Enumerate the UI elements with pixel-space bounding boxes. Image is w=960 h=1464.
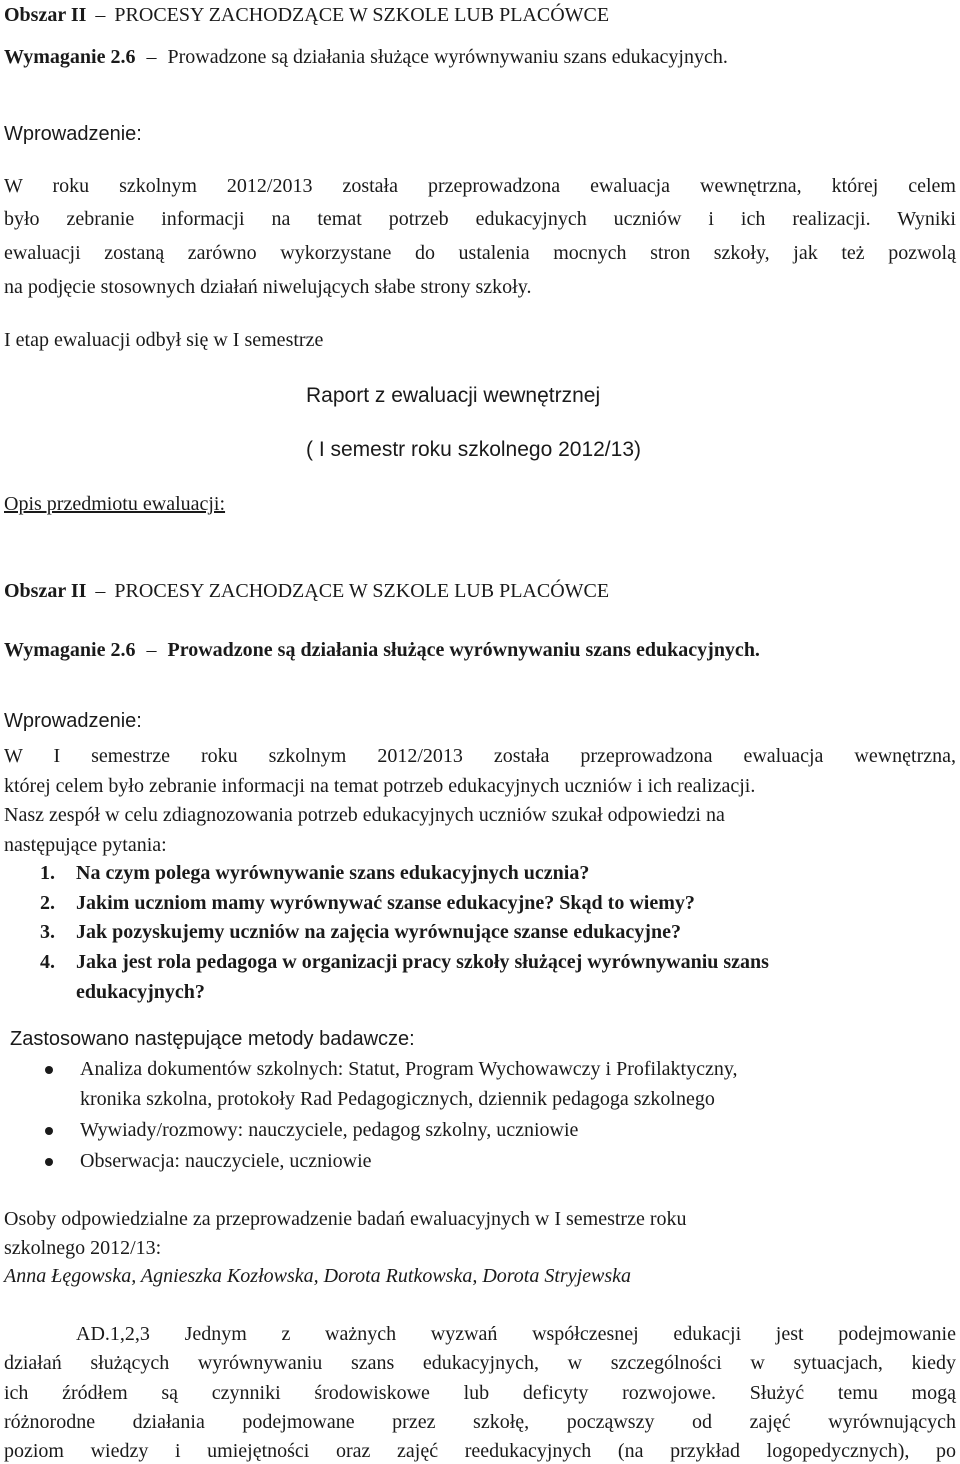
report-title: Raport z ewaluacji wewnętrznej [306,384,601,407]
area-title: PROCESY ZACHODZĄCE W SZKOLE LUB PLACÓWCE [114,4,610,26]
area-title: PROCESY ZACHODZĄCE W SZKOLE LUB PLACÓWCE [114,580,610,602]
requirement-label: Wymaganie 2.6 [4,46,136,68]
report-subtitle: ( I semestr roku szkolnego 2012/13) [306,438,641,461]
analysis-line: ich źródłem są czynniki środowiskowe lub deficyty rozwojowe. Służyć temu mogą [4,1382,956,1404]
analysis-line: różnorodne działania podejmowane przez szkołę, począwszy od zajęć wyrównujących [4,1411,956,1433]
intro-heading-2: Wprowadzenie: [4,710,142,732]
dash: – [95,580,106,602]
question-item [40,922,681,942]
bullet-icon [45,1127,53,1135]
stage-text: I etap ewaluacji odbył się w I semestrze [4,329,324,351]
requirement-1 [4,47,728,67]
question-number: 1. [40,862,55,884]
method-item: Analiza dokumentów szkolnych: Statut, Program Wychowawczy i Profilaktyczny, [80,1058,738,1080]
area-heading-2 [4,581,609,601]
question-text: Jaka jest rola pedagoga w organizacji pracy szkoły służącej wyrównywaniu szans [76,951,769,973]
question-item [40,863,589,883]
responsible-names: Anna Łęgowska, Agnieszka Kozłowska, Dorota Rutkowska, Dorota Stryjewska [4,1265,632,1287]
responsible-line: Osoby odpowiedzialne za przeprowadzenie badań ewaluacyjnych w I semestrze roku [4,1208,687,1230]
question-text: Jakim uczniom mamy wyrównywać szanse edukacyjne? Skąd to wiemy? [76,892,695,914]
requirement-title: Prowadzone są działania służące wyrównywaniu szans edukacyjnych. [167,46,728,68]
intro-line: W roku szkolnym 2012/2013 została przeprowadzona ewaluacja wewnętrzna, której celem [4,175,956,197]
question-item [40,952,769,972]
dash: – [146,46,157,68]
dash: – [146,639,157,661]
intro-line: W I semestrze roku szkolnym 2012/2013 została przeprowadzona ewaluacja wewnętrzna, [4,745,956,767]
area-label: Obszar II [4,4,87,26]
question-text: Jak pozyskujemy uczniów na zajęcia wyrównujące szanse edukacyjne? [76,921,681,943]
intro-line: następujące pytania: [4,834,167,856]
question-number: 2. [40,892,55,914]
method-item: Wywiady/rozmowy: nauczyciele, pedagog szkolny, uczniowie [80,1119,579,1141]
dash: – [95,4,106,26]
analysis-line: działań służących wyrównywaniu szans edukacyjnych, w szczególności w sytuacjach, kiedy [4,1352,956,1374]
requirement-title: Prowadzone są działania służące wyrównywaniu szans edukacyjnych. [167,639,760,661]
question-continuation: edukacyjnych? [76,981,205,1003]
responsible-line: szkolnego 2012/13: [4,1237,162,1259]
intro-line: której celem było zebranie informacji na temat potrzeb edukacyjnych uczniów i ich realizacji. [4,775,756,797]
method-item-continuation: kronika szkolna, protokoły Rad Pedagogicznych, dziennik pedagoga szkolnego [80,1088,715,1110]
analysis-line: poziom wiedzy i umiejętności oraz zajęć reedukacyjnych (na przykład logopedycznych), po [4,1440,956,1462]
area-label: Obszar II [4,580,87,602]
intro-line: na podjęcie stosownych działań niwelujących słabe strony szkoły. [4,276,532,298]
intro-line: było zebranie informacji na temat potrzeb edukacyjnych uczniów i ich realizacji. Wyniki [4,208,956,230]
question-item [40,893,695,913]
question-number: 3. [40,921,55,943]
question-number: 4. [40,951,55,973]
intro-line: ewaluacji zostaną zarówno wykorzystane do ustalenia mocnych stron szkoły, jak też pozwolą [4,242,956,264]
methods-heading: Zastosowano następujące metody badawcze: [10,1028,415,1050]
bullet-icon [45,1066,53,1074]
requirement-2 [4,640,760,660]
subject-heading: Opis przedmiotu ewaluacji: [4,493,226,515]
area-heading-1 [4,5,609,25]
analysis-line: AD.1,2,3 Jednym z ważnych wyzwań współczesnej edukacji jest podejmowanie [76,1323,956,1345]
question-text: Na czym polega wyrównywanie szans edukacyjnych ucznia? [76,862,590,884]
method-item: Obserwacja: nauczyciele, uczniowie [80,1150,372,1172]
bullet-icon [45,1158,53,1166]
intro-heading-1: Wprowadzenie: [4,123,142,145]
intro-line: Nasz zespół w celu zdiagnozowania potrzeb edukacyjnych uczniów szukał odpowiedzi na [4,804,725,826]
requirement-label: Wymaganie 2.6 [4,639,136,661]
